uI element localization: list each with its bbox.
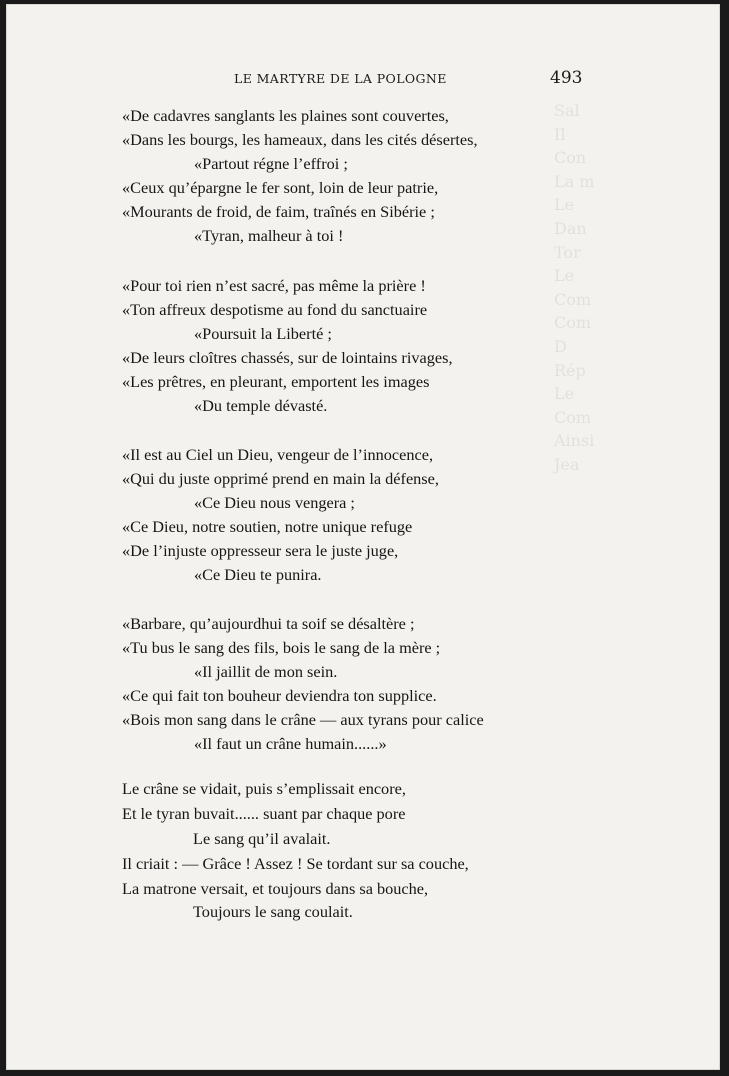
verse-line: «Dans les bourgs, les hameaux, dans les cités désertes, xyxy=(122,130,478,149)
verse-line: «Mourants de froid, de faim, traînés en Sibérie ; xyxy=(122,202,435,221)
verse-line: «Il est au Ciel un Dieu, vengeur de l’innocence, xyxy=(122,445,434,464)
verse-line: La matrone versait, et toujours dans sa bouche, xyxy=(122,879,429,898)
verse-line: «Du temple dévasté. xyxy=(194,396,328,415)
verse-line: «Ce Dieu nous vengera ; xyxy=(194,493,355,512)
verse-line: «Poursuit la Liberté ; xyxy=(194,324,332,343)
verse-line: «Ceux qu’épargne le fer sont, loin de leur patrie, xyxy=(122,178,439,197)
verse-line: «Ce qui fait ton bouheur deviendra ton supplice. xyxy=(122,686,437,705)
verse-line: «De l’injuste oppresseur sera le juste juge, xyxy=(122,541,399,560)
verse-line: «De leurs cloîtres chassés, sur de lointains rivages, xyxy=(122,348,453,367)
verse-line: «Partout régne l’effroi ; xyxy=(194,154,348,173)
verse-line: Le sang qu’il avalait. xyxy=(193,829,331,848)
verse-line: Le crâne se vidait, puis s’emplissait encore, xyxy=(122,779,406,798)
verse-line: «Barbare, qu’aujourdhui ta soif se désaltère ; xyxy=(122,614,415,633)
verse-line: «Les prêtres, en pleurant, emportent les images xyxy=(122,372,430,391)
book-page xyxy=(6,4,720,1070)
page-number: 493 xyxy=(550,68,583,88)
verse-line: «Il faut un crâne humain......» xyxy=(194,734,387,753)
verse-line: Il criait : — Grâce ! Assez ! Se tordant sur sa couche, xyxy=(122,854,469,873)
running-title: LE MARTYRE DE LA POLOGNE xyxy=(234,71,447,86)
verse-line: «Il jaillit de mon sein. xyxy=(194,662,338,681)
verse-line: «Tyran, malheur à toi ! xyxy=(194,226,344,245)
verse-line: «Bois mon sang dans le crâne — aux tyrans pour calice xyxy=(122,710,484,729)
verse-line: «Ton affreux despotisme au fond du sanctuaire xyxy=(122,300,428,319)
verse-line: «Qui du juste opprimé prend en main la défense, xyxy=(122,469,439,488)
verse-line: Toujours le sang coulait. xyxy=(193,902,353,921)
verse-line: «Ce Dieu te punira. xyxy=(194,565,322,584)
bleed-through-text: Sal Il Con La m Le Dan Tor Le Com Com D Rép Le Com Ainsi Jea xyxy=(554,101,595,474)
verse-line: «Ce Dieu, notre soutien, notre unique refuge xyxy=(122,517,413,536)
verse-line: «Tu bus le sang des fils, bois le sang de la mère ; xyxy=(122,638,441,657)
verse-line: Et le tyran buvait...... suant par chaque pore xyxy=(122,804,406,823)
verse-line: «Pour toi rien n’est sacré, pas même la prière ! xyxy=(122,276,426,295)
verse-line: «De cadavres sanglants les plaines sont couvertes, xyxy=(122,106,449,125)
